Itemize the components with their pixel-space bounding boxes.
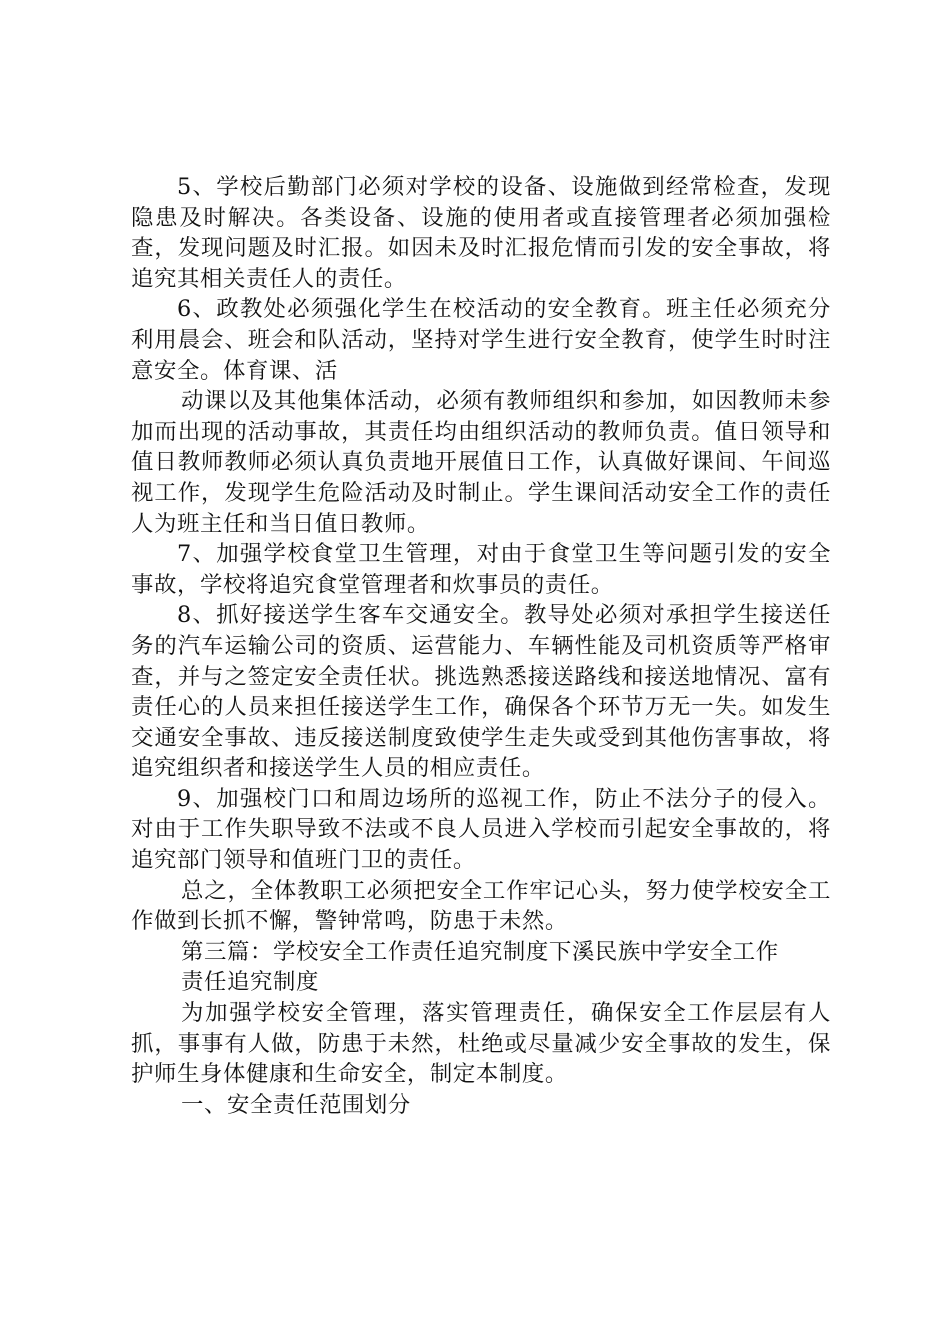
section-heading-part-three: 第三篇：学校安全工作责任追究制度下溪民族中学安全工作: [181, 938, 779, 965]
paragraph-item-8: 8、抓好接送学生客车交通安全。教导处必须对承担学生接送任务的汽车运输公司的资质、运营能力、车辆性能及司机资质等严格审查，并与之签定安全责任状。挑选熟悉接送路线和接送地情况、富有责任心的人员来担任接送学生工作，确保各个环节万无一失。如发生交通安全事故、违反接送制度致使学生走失或受到其他伤害事故，将追究组织者和接送学生人员的相应责任。: [131, 602, 831, 782]
paragraph-item-7: 7、加强学校食堂卫生管理，对由于食堂卫生等问题引发的安全事故，学校将追究食堂管理者和炊事员的责任。: [131, 541, 831, 598]
paragraph-item-6: 6、政教处必须强化学生在校活动的安全教育。班主任必须充分利用晨会、班会和队活动，坚持对学生进行安全教育，使学生时时注意安全。体育课、活: [131, 296, 831, 384]
paragraph-item-9: 9、加强校门口和周边场所的巡视工作，防止不法分子的侵入。对由于工作失职导致不法或不良人员进入学校而引起安全事故的，将追究部门领导和值班门卫的责任。: [131, 785, 831, 874]
document-body: [131, 172, 831, 1120]
section-subheading: 责任追究制度: [181, 969, 319, 996]
paragraph-item-5: 5、学校后勤部门必须对学校的设备、设施做到经常检查，发现隐患及时解决。各类设备、设施的使用者或直接管理者必须加强检查，发现问题及时汇报。如因未及时汇报危情而引发的安全事故，将追究其相关责任人的责任。: [131, 174, 831, 292]
paragraph-purpose: 为加强学校安全管理，落实管理责任，确保安全工作层层有人抓，事事有人做，防患于未然，杜绝或尽量减少安全事故的发生，保护师生身体健康和生命安全，制定本制度。: [131, 1000, 831, 1088]
paragraph-activity-class: 动课以及其他集体活动，必须有教师组织和参加，如因教师未参加而出现的活动事故，其责任均由组织活动的教师负责。值日领导和值日教师教师必须认真负责地开展值日工作，认真做好课间、午间巡视工作，发现学生危险活动及时制止。学生课间活动安全工作的责任人为班主任和当日值日教师。: [131, 388, 831, 537]
paragraph-summary: 总之，全体教职工必须把安全工作牢记心头，努力使学校安全工作做到长抓不懈，警钟常鸣，防患于未然。: [131, 877, 831, 935]
section-heading-scope: 一、安全责任范围划分: [181, 1091, 411, 1118]
